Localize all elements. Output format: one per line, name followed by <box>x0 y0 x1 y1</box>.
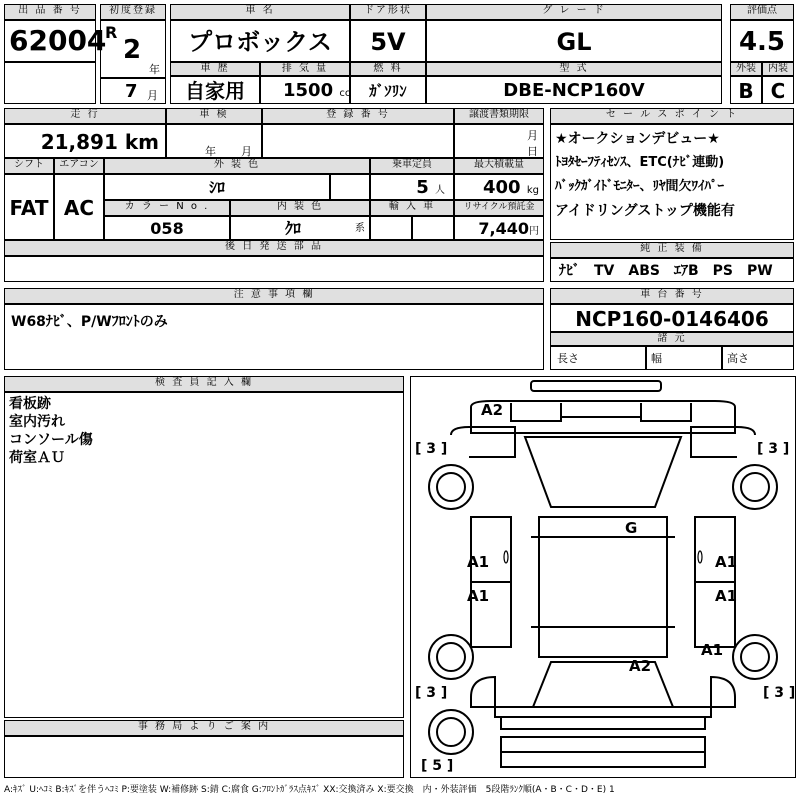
exterior-grade: B <box>730 76 762 104</box>
front-right-fender <box>691 427 755 457</box>
score: 4.5 <box>730 20 794 62</box>
reg-month: 7 <box>125 81 138 102</box>
inspector-line: 看板跡 <box>9 396 51 412</box>
tire-rl-label: [ 3 ] <box>415 685 448 701</box>
mark-a1-right-rear: A1 <box>715 587 738 605</box>
car-diagram <box>411 377 795 777</box>
lot-number-label: 出 品 番 号 <box>4 4 96 20</box>
max-load-unit: kg <box>526 185 539 196</box>
color-number-label: カ ラ ー N o . <box>104 200 230 216</box>
door-type: 5V <box>350 20 426 62</box>
notes: W68ﾅﾋﾞ、P/Wﾌﾛﾝﾄのみ <box>4 304 544 370</box>
inspector-line: コンソール傷 <box>9 432 93 448</box>
rear-bumper <box>501 717 705 729</box>
rear-body <box>471 677 735 717</box>
height-cell: 高さ <box>722 346 794 370</box>
mileage-unit: km <box>124 130 159 154</box>
length-cell: 長さ <box>550 346 646 370</box>
tire-rear-left <box>429 635 473 679</box>
front-bumper-strip <box>531 381 661 391</box>
transfer-day-unit: 日 <box>527 145 538 158</box>
sales-points-label: セ ー ル ス ポ イ ン ト <box>550 108 794 124</box>
interior-color-cell <box>230 216 370 240</box>
interior-color-label: 内 装 色 <box>230 200 370 216</box>
model-label: 型 式 <box>426 62 722 76</box>
air-conditioner: AC <box>54 174 104 240</box>
tire-spare <box>429 710 473 754</box>
tire-rr-label: [ 3 ] <box>763 685 796 701</box>
door-label: ドア形状 <box>350 4 426 20</box>
specs-label: 諸 元 <box>550 332 794 346</box>
inspection-year-unit: 年 <box>205 145 216 158</box>
recycle-cell <box>454 216 544 240</box>
history-label: 車 歴 <box>170 62 260 76</box>
history: 自家用 <box>170 76 260 104</box>
lot-blank <box>4 62 96 104</box>
max-load: 400 <box>483 177 521 198</box>
recycle-fee: 7,440 <box>478 219 529 238</box>
displacement-label: 排 気 量 <box>260 62 350 76</box>
office-notice <box>4 736 404 778</box>
equipment-list: ﾅﾋﾞ TV ABS ｴｱB PS PW <box>550 258 794 282</box>
exterior-label: 外装 <box>730 62 762 76</box>
grade-label: グ レ ー ド <box>426 4 722 20</box>
mark-a1-rear: A1 <box>701 641 724 659</box>
recycle-unit: 円 <box>529 226 539 237</box>
tire-fr-label: [ 3 ] <box>757 441 790 457</box>
front-light-left <box>511 403 561 421</box>
chassis-label: 車 台 番 号 <box>550 288 794 304</box>
grade: GL <box>426 20 722 62</box>
mileage: 21,891 <box>40 130 118 154</box>
registration-cell <box>262 124 454 158</box>
import-label: 輸 入 車 <box>370 200 454 216</box>
mark-a1-right-front: A1 <box>715 553 738 571</box>
office-label: 事 務 局 よ り ご 案 内 <box>4 720 404 736</box>
inspection-label: 車 検 <box>166 108 262 124</box>
displacement-unit: cc <box>339 88 351 99</box>
legend: A:ｷｽﾞ U:ﾍｺﾐ B:ｷｽﾞを伴うﾍｺﾐ P:要塗装 W:補修跡 S:錆 C:腐食 G:ﾌﾛﾝﾄｶﾞﾗｽ点ｷｽﾞ XX:交換済み X:要交換 内・外装評価 5段階ﾗﾝｸ順(A・B・C・D・E) 1 <box>4 785 615 795</box>
inspection-month-unit: 月 <box>241 145 252 158</box>
tire-front-right <box>733 465 777 509</box>
first-registration-month <box>100 78 166 104</box>
equipment-label: 純 正 装 備 <box>550 242 794 258</box>
sales-point-line: ﾄﾖﾀｾｰﾌﾃｨｾﾝｽ、ETC(ﾅﾋﾞ連動) <box>555 155 725 170</box>
tire-front-left <box>429 465 473 509</box>
exterior-color-label: 外 装 色 <box>104 158 370 174</box>
notes-label: 注 意 事 項 欄 <box>4 288 544 304</box>
ac-label: エアコン <box>54 158 104 174</box>
fuel: ｶﾞｿﾘﾝ <box>350 76 426 104</box>
tire-spare-label: [ 5 ] <box>421 758 454 774</box>
inspection-cell <box>166 124 262 158</box>
score-label: 評価点 <box>730 4 794 20</box>
first-registration-label: 初度登録 <box>100 4 166 20</box>
tire-fl-label: [ 3 ] <box>415 441 448 457</box>
mark-a1-left-rear: A1 <box>467 587 490 605</box>
displacement-cell <box>260 76 350 104</box>
era: R <box>105 23 118 42</box>
displacement: 1500 <box>283 80 334 101</box>
color-number: 058 <box>104 216 230 240</box>
interior-color-unit: 系 <box>355 223 365 234</box>
registration-label: 登 録 番 号 <box>262 108 454 124</box>
lot-number: 62004 <box>4 20 96 62</box>
mileage-cell <box>4 124 166 158</box>
sales-point-line: ﾊﾞｯｸｶﾞｲﾄﾞﾓﾆﾀｰ、ﾘﾔ間欠ﾜｲﾊﾟｰ <box>555 179 725 194</box>
transfer-month-unit: 月 <box>527 129 538 142</box>
max-load-label: 最大積載量 <box>454 158 544 174</box>
reg-year: 2 <box>123 35 142 65</box>
exterior-color: ｼﾛ <box>104 174 330 200</box>
recycle-label: リサイクル預託金 <box>454 200 544 216</box>
inspector-line: 室内汚れ <box>9 414 65 430</box>
rear-window <box>533 662 673 707</box>
car-name: プロボックス <box>170 20 350 62</box>
import-cell-a <box>370 216 412 240</box>
car-name-label: 車 名 <box>170 4 350 20</box>
inspector-line: 荷室ＡＵ <box>9 450 65 466</box>
later-parts-label: 後 日 発 送 部 品 <box>4 240 544 256</box>
import-cell-b <box>412 216 454 240</box>
front-left-fender <box>451 427 515 457</box>
capacity-label: 乗車定員 <box>370 158 454 174</box>
transfer-deadline-label: 譲渡書類期限 <box>454 108 544 124</box>
width-cell: 幅 <box>646 346 722 370</box>
model-code: DBE-NCP160V <box>426 76 722 104</box>
month-unit: 月 <box>147 89 158 102</box>
inspector-label: 検 査 員 記 入 欄 <box>4 376 404 392</box>
interior-color: ｸﾛ <box>285 219 302 238</box>
mileage-label: 走 行 <box>4 108 166 124</box>
interior-grade: C <box>762 76 794 104</box>
car-outline <box>429 381 777 767</box>
later-parts-cell <box>4 256 544 282</box>
sales-points <box>550 124 794 240</box>
inspector-notes <box>4 392 404 718</box>
year-unit: 年 <box>149 63 160 76</box>
capacity: 5 <box>416 177 429 198</box>
max-load-cell <box>454 174 544 200</box>
transfer-deadline-cell <box>454 124 544 158</box>
interior-label: 内装 <box>762 62 794 76</box>
exterior-color-extra <box>330 174 370 200</box>
mark-a2-front: A2 <box>481 401 504 419</box>
shift-label: シフト <box>4 158 54 174</box>
damage-diagram-frame <box>410 376 796 778</box>
tire-rear-right <box>733 635 777 679</box>
capacity-unit: 人 <box>435 185 445 196</box>
shift: FAT <box>4 174 54 240</box>
sales-point-line: ★オークションデビュー★ <box>555 131 720 147</box>
mark-a2-rear: A2 <box>629 657 652 675</box>
windshield <box>525 437 681 507</box>
front-light-right <box>641 403 691 421</box>
mark-g: G <box>625 519 638 537</box>
sales-point-line: アイドリングストップ機能有 <box>555 203 735 219</box>
first-registration-year <box>100 20 166 78</box>
chassis-number: NCP160-0146406 <box>550 304 794 332</box>
capacity-cell <box>370 174 454 200</box>
mark-a1-left-front: A1 <box>467 553 490 571</box>
fuel-label: 燃 料 <box>350 62 426 76</box>
